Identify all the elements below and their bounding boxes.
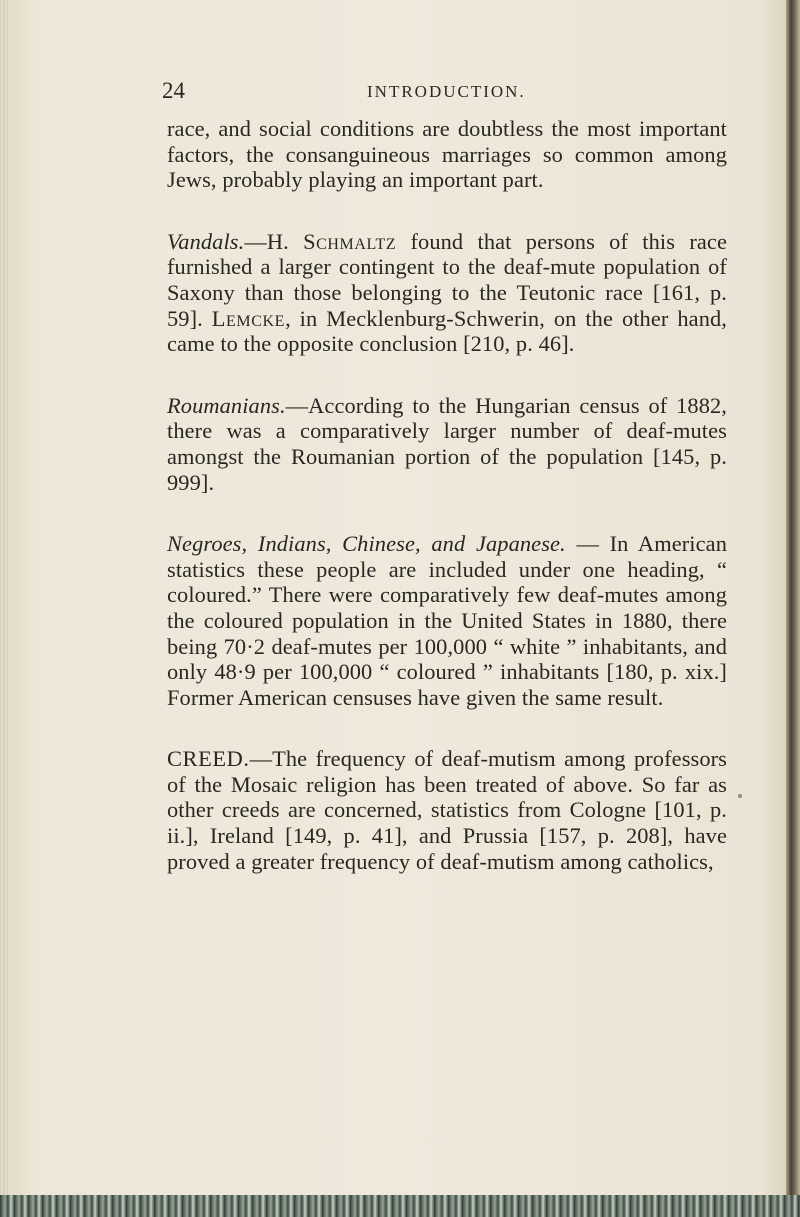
print-speck xyxy=(738,794,742,798)
lead-dash: — xyxy=(285,392,309,418)
paragraph-text: According to the Hungarian census of 1882, there was a comparatively larger number of deaf-mutes amongst the Roumanian portion of the population [145, p. 999]. xyxy=(167,392,727,495)
lead-dash: — xyxy=(249,746,273,772)
running-head-title: INTRODUCTION. xyxy=(367,82,526,101)
paragraph-negroes xyxy=(167,531,727,710)
lead-dash: — xyxy=(565,531,610,557)
text-column xyxy=(162,78,728,874)
author-name: Lemcke xyxy=(211,305,286,331)
bottom-page-edge xyxy=(0,1195,800,1217)
section-lead-vandals: Vandals. xyxy=(167,228,245,254)
section-lead-negroes: Negroes, Indians, Chinese, and Japanese. xyxy=(167,531,566,557)
left-margin-shadow xyxy=(0,0,8,1217)
paragraph-creed xyxy=(167,746,727,874)
paragraph-roumanians xyxy=(167,393,727,495)
paragraph-text: The frequency of deaf-mutism among professors of the Mosaic religion has been treated of above. So far as other creeds are concerned, statistics from Cologne [101, p. ii.], Ireland [149, p. 41], and Prussia [157, p. 208], have proved a greater frequency of deaf-mutism among catholics, xyxy=(167,746,727,874)
page-number: 24 xyxy=(162,78,185,103)
paragraph-text: race, and social conditions are doubtless the most important factors, the consanguineous marriages so common among Jews, probably playing an important part. xyxy=(167,116,727,193)
author-name: Schmaltz xyxy=(303,228,397,254)
right-page-edge xyxy=(786,0,800,1217)
paragraph-text: In American statistics these people are included under one heading, “ coloured.” There were comparatively few deaf-mutes among the coloured population in the United States in 1880, there being 70·2 deaf-mutes per 100,000 “ white ” inhabitants, and only 48·9 per 100,000 “ coloured ” inhabitants [180, p. xix.] Former American censuses have given the same result. xyxy=(167,531,728,710)
paragraph-vandals xyxy=(167,229,727,357)
paragraph-text: , in Mecklenburg-Schwerin, on the other hand, came to the opposite conclusion [210, p. 46]. xyxy=(167,305,727,357)
paragraph-race-continuation xyxy=(167,116,727,193)
section-lead-roumanians: Roumanians. xyxy=(167,392,286,418)
running-head xyxy=(162,78,727,108)
paragraph-text: found that persons of this race furnished a larger contingent to the deaf-mute population of Saxony than those belonging to the Teutonic race [161, p. 59]. xyxy=(167,228,728,331)
section-lead-creed: CREED. xyxy=(167,746,250,772)
paragraph-text: H. xyxy=(266,228,304,254)
lead-dash: — xyxy=(244,228,267,254)
